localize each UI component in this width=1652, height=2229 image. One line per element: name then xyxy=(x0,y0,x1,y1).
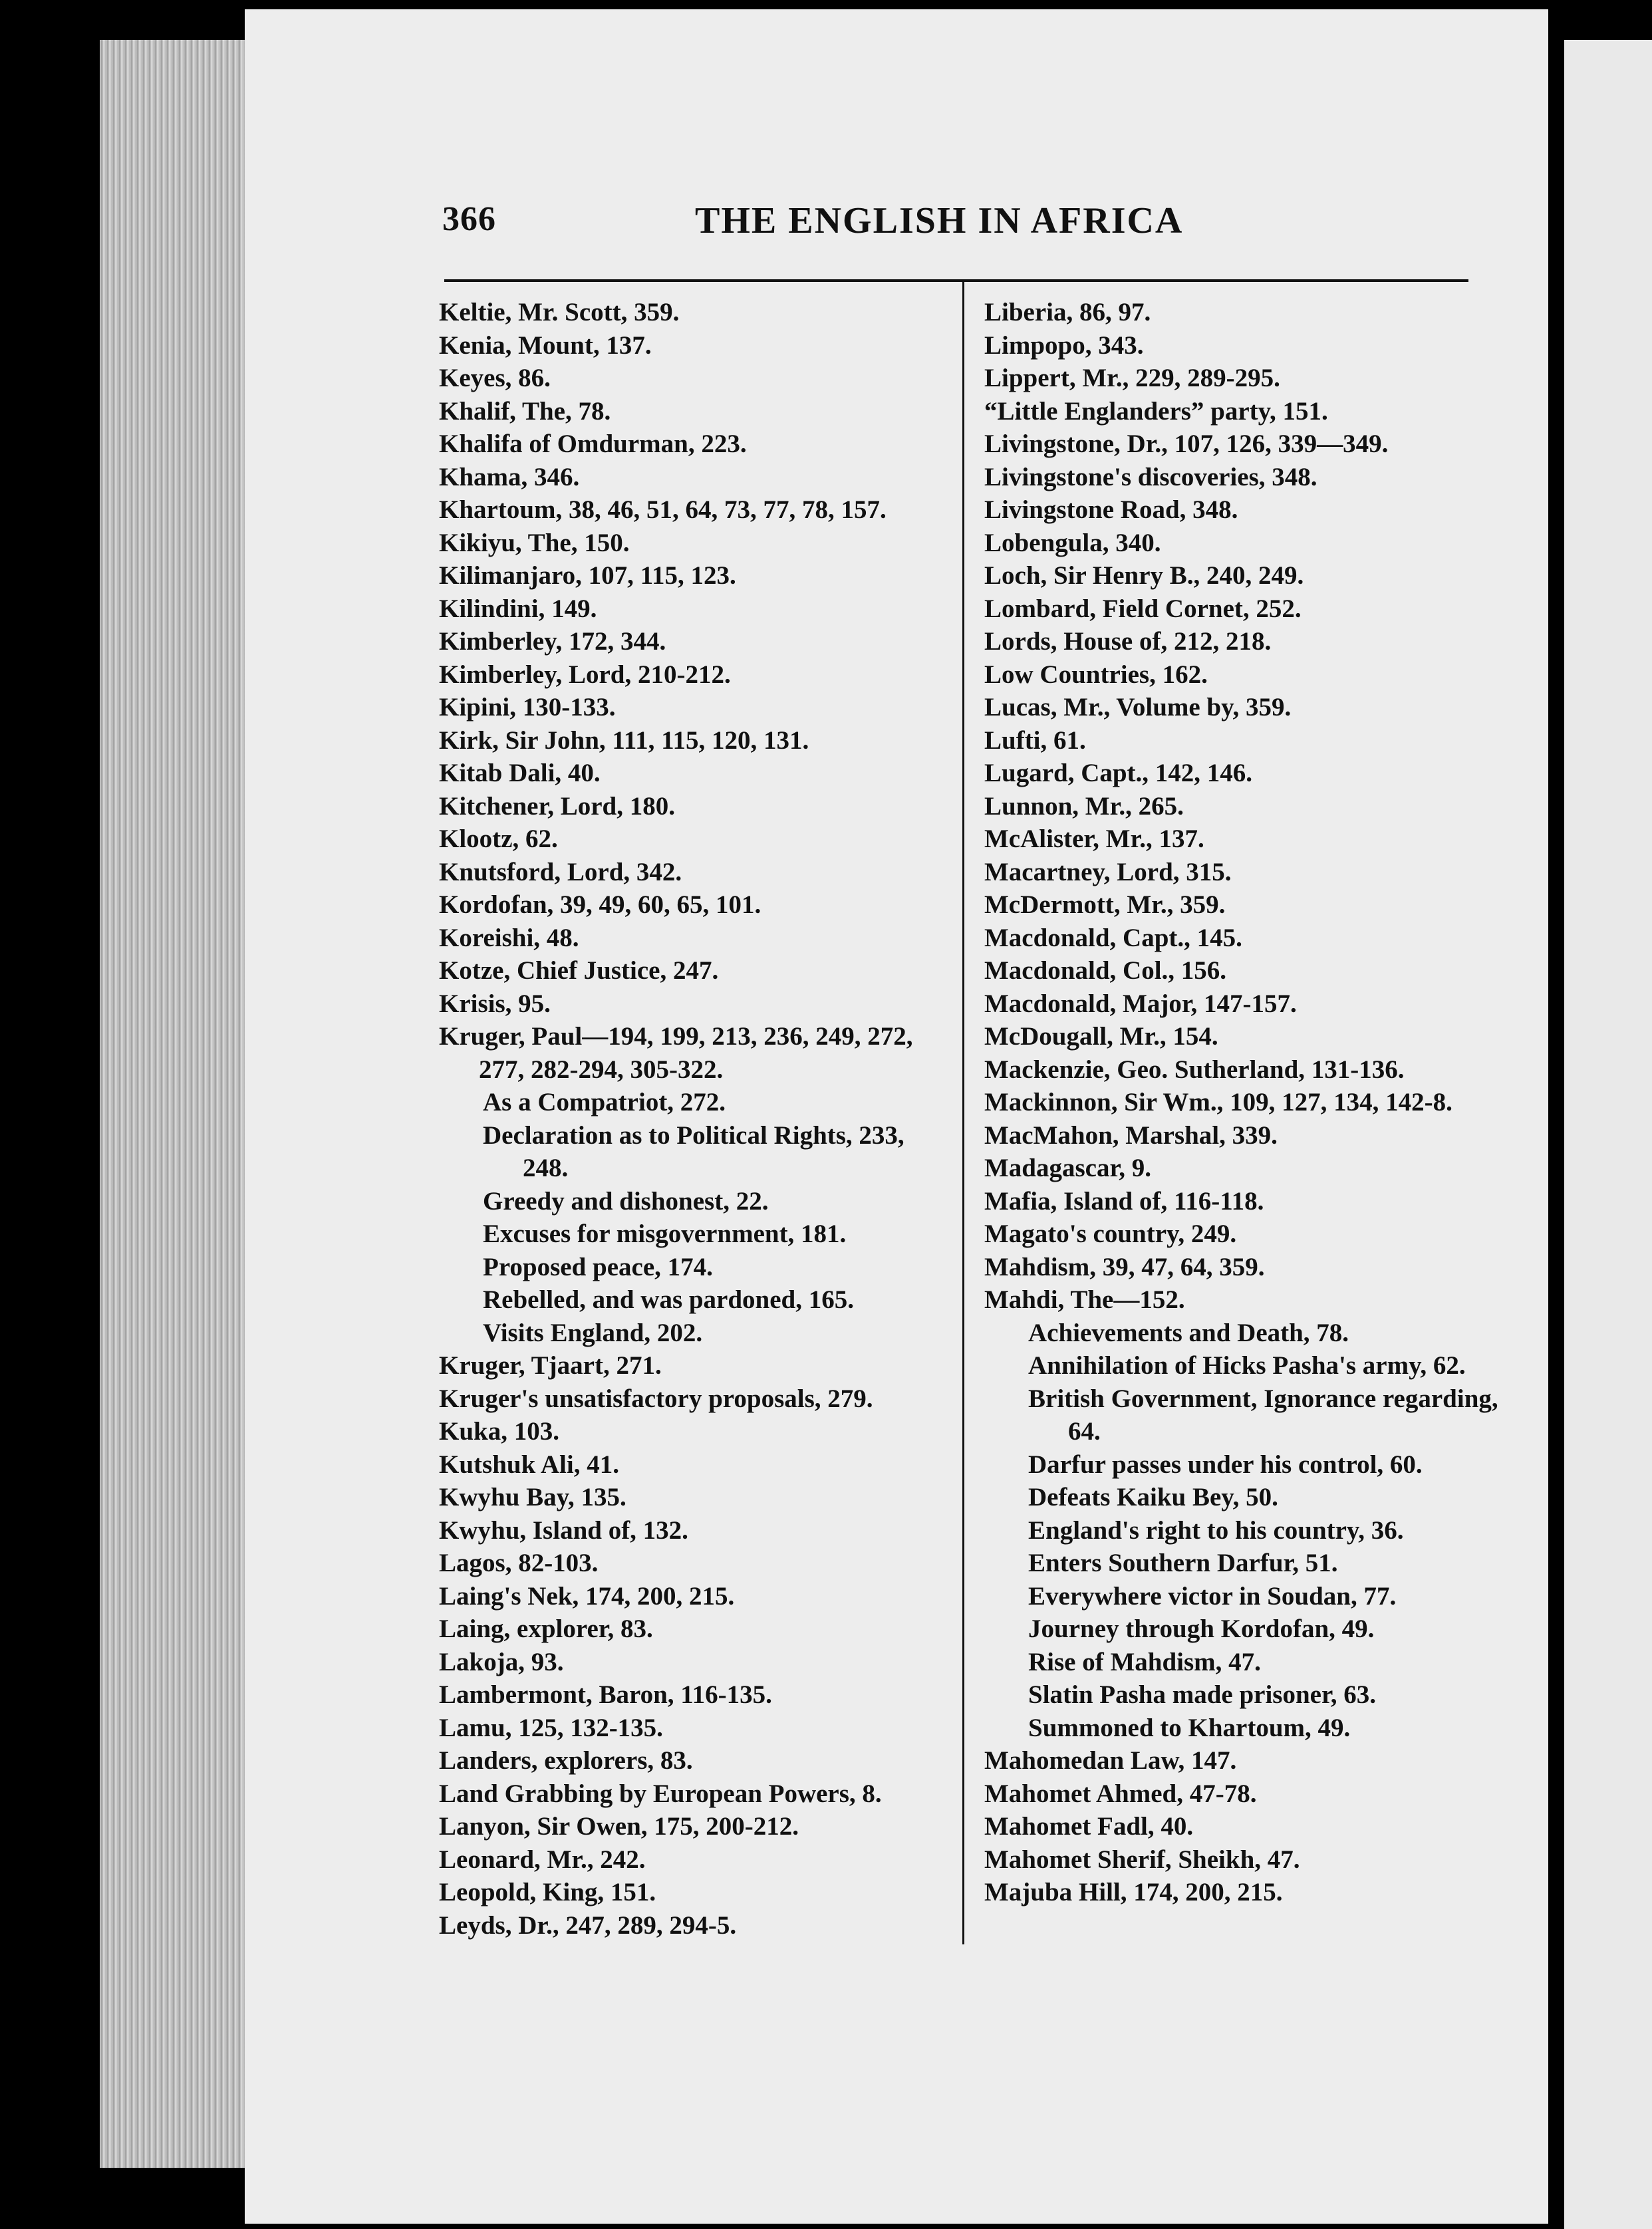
index-entry: Kruger, Paul—194, 199, 213, 236, 249, 272, 277, 282-294, 305-322. xyxy=(439,1022,913,1084)
index-column-right xyxy=(958,296,1503,1909)
index-subentry: British Government, Ignorance regarding, 64. xyxy=(1028,1384,1498,1446)
index-entry: Keyes, 86. xyxy=(439,364,551,392)
index-entry: Mahomedan Law, 147. xyxy=(984,1746,1237,1775)
index-entry: Lamu, 125, 132-135. xyxy=(439,1713,663,1742)
index-entry: Lufti, 61. xyxy=(984,725,1086,755)
index-entry: Macartney, Lord, 315. xyxy=(984,857,1232,886)
book-page-edges xyxy=(100,40,253,2168)
index-entry: Loch, Sir Henry B., 240, 249. xyxy=(984,561,1304,590)
index-entry: Land Grabbing by European Powers, 8. xyxy=(439,1779,882,1808)
page-number: 366 xyxy=(442,200,496,238)
index-subentry: Declaration as to Political Rights, 233, 248. xyxy=(483,1120,904,1182)
index-entry: Lagos, 82-103. xyxy=(439,1549,599,1577)
index-entry: Kwyhu, Island of, 132. xyxy=(439,1515,688,1545)
page-header xyxy=(442,199,1240,266)
index-entry: Low Countries, 162. xyxy=(984,660,1208,689)
index-entry: Lakoja, 93. xyxy=(439,1647,564,1676)
index-entry: Lucas, Mr., Volume by, 359. xyxy=(984,693,1292,721)
index-entry: Kitchener, Lord, 180. xyxy=(439,791,675,821)
index-entry: Kutshuk Ali, 41. xyxy=(439,1450,619,1479)
index-entry: Kikiyu, The, 150. xyxy=(439,528,630,557)
index-entry: Mahdism, 39, 47, 64, 359. xyxy=(984,1252,1265,1281)
index-entry: Lippert, Mr., 229, 289-295. xyxy=(984,364,1280,392)
index-entry: Mackinnon, Sir Wm., 109, 127, 134, 142-8. xyxy=(984,1088,1452,1116)
index-entry: Kenia, Mount, 137. xyxy=(439,330,652,360)
index-entry: Krisis, 95. xyxy=(439,989,551,1018)
index-subentry: Visits England, 202. xyxy=(483,1318,703,1347)
index-subentry: Rebelled, and was pardoned, 165. xyxy=(483,1285,854,1314)
index-entry: Kilimanjaro, 107, 115, 123. xyxy=(439,561,736,590)
index-entry: Kimberley, Lord, 210-212. xyxy=(439,660,731,689)
index-entry: Khalif, The, 78. xyxy=(439,396,611,426)
index-entry: Kotze, Chief Justice, 247. xyxy=(439,956,719,985)
index-entry: Mahomet Fadl, 40. xyxy=(984,1812,1194,1841)
index-subentry: Annihilation of Hicks Pasha's army, 62. xyxy=(1028,1351,1466,1380)
index-subentry: Defeats Kaiku Bey, 50. xyxy=(1028,1483,1278,1511)
index-entry: Kordofan, 39, 49, 60, 65, 101. xyxy=(439,890,761,919)
index-entry: Livingstone's discoveries, 348. xyxy=(984,462,1317,491)
index-entry: Keltie, Mr. Scott, 359. xyxy=(439,298,680,327)
index-entry: Koreishi, 48. xyxy=(439,923,579,952)
index-entry: McAlister, Mr., 137. xyxy=(984,825,1204,853)
index-entry: Macdonald, Capt., 145. xyxy=(984,923,1242,952)
index-entry: Mahomet Ahmed, 47-78. xyxy=(984,1779,1257,1808)
index-entry: Kimberley, 172, 344. xyxy=(439,627,666,656)
index-subentry: Darfur passes under his control, 60. xyxy=(1028,1450,1423,1479)
index-entry: Mafia, Island of, 116-118. xyxy=(984,1186,1264,1216)
index-entry: Livingstone Road, 348. xyxy=(984,495,1238,524)
index-entry: Kruger, Tjaart, 271. xyxy=(439,1351,662,1380)
index-entry: Kruger's unsatisfactory proposals, 279. xyxy=(439,1384,873,1413)
index-entry: Kuka, 103. xyxy=(439,1417,559,1446)
index-column-left xyxy=(439,296,951,1942)
index-entry: Knutsford, Lord, 342. xyxy=(439,857,682,886)
index-entry: Limpopo, 343. xyxy=(984,330,1144,360)
index-entry: Mahdi, The—152. xyxy=(984,1285,1185,1314)
index-subentry: Rise of Mahdism, 47. xyxy=(1028,1647,1261,1676)
index-entry: Leyds, Dr., 247, 289, 294-5. xyxy=(439,1910,737,1940)
index-entry: Lunnon, Mr., 265. xyxy=(984,791,1184,821)
index-entry: McDermott, Mr., 359. xyxy=(984,890,1226,919)
index-entry: Khalifa of Omdurman, 223. xyxy=(439,430,747,458)
index-subentry: Achievements and Death, 78. xyxy=(1028,1318,1349,1347)
index-entry: Mackenzie, Geo. Sutherland, 131-136. xyxy=(984,1055,1405,1084)
index-subentry: Journey through Kordofan, 49. xyxy=(1028,1615,1375,1643)
index-entry: Klootz, 62. xyxy=(439,825,558,853)
index-subentry: Slatin Pasha made prisoner, 63. xyxy=(1028,1680,1376,1709)
index-entry: Laing's Nek, 174, 200, 215. xyxy=(439,1581,735,1611)
index-entry: Livingstone, Dr., 107, 126, 339—349. xyxy=(984,430,1389,458)
index-entry: Mahomet Sherif, Sheikh, 47. xyxy=(984,1845,1300,1874)
index-entry: Macdonald, Major, 147-157. xyxy=(984,989,1297,1018)
index-subentry: Summoned to Khartoum, 49. xyxy=(1028,1713,1351,1742)
index-entry: Laing, explorer, 83. xyxy=(439,1615,653,1643)
index-entry: Kipini, 130-133. xyxy=(439,693,616,721)
index-entry: Landers, explorers, 83. xyxy=(439,1746,693,1775)
index-entry: Kirk, Sir John, 111, 115, 120, 131. xyxy=(439,725,809,755)
index-subentry: As a Compatriot, 272. xyxy=(483,1088,726,1116)
index-entry: Lords, House of, 212, 218. xyxy=(984,627,1272,656)
index-subentry: Enters Southern Darfur, 51. xyxy=(1028,1549,1338,1577)
index-entry: MacMahon, Marshal, 339. xyxy=(984,1120,1278,1150)
index-entry: Lobengula, 340. xyxy=(984,528,1161,557)
index-subentry: Excuses for misgovernment, 181. xyxy=(483,1220,847,1248)
index-entry: McDougall, Mr., 154. xyxy=(984,1022,1218,1051)
index-entry: Kitab Dali, 40. xyxy=(439,759,601,787)
index-subentry: Greedy and dishonest, 22. xyxy=(483,1186,769,1216)
facing-page-edge xyxy=(1564,40,1652,2229)
index-entry: Liberia, 86, 97. xyxy=(984,298,1151,327)
index-entry: Lombard, Field Cornet, 252. xyxy=(984,594,1302,623)
index-entry: Kwyhu Bay, 135. xyxy=(439,1483,626,1511)
index-entry: Madagascar, 9. xyxy=(984,1154,1151,1182)
index-entry: Lugard, Capt., 142, 146. xyxy=(984,759,1253,787)
index-entry: Lambermont, Baron, 116-135. xyxy=(439,1680,772,1709)
running-title: THE ENGLISH IN AFRICA xyxy=(695,200,1184,241)
index-entry: Leonard, Mr., 242. xyxy=(439,1845,646,1874)
index-entry: Lanyon, Sir Owen, 175, 200-212. xyxy=(439,1812,799,1841)
index-subentry: England's right to his country, 36. xyxy=(1028,1515,1404,1545)
index-entry: Majuba Hill, 174, 200, 215. xyxy=(984,1878,1283,1906)
index-entry: Leopold, King, 151. xyxy=(439,1878,656,1906)
index-entry: Magato's country, 249. xyxy=(984,1220,1237,1248)
index-entry: Macdonald, Col., 156. xyxy=(984,956,1227,985)
index-subentry: Proposed peace, 174. xyxy=(483,1252,713,1281)
index-entry: Kilindini, 149. xyxy=(439,594,597,623)
header-rule xyxy=(444,279,1468,282)
index-entry: Khartoum, 38, 46, 51, 64, 73, 77, 78, 157. xyxy=(439,495,887,524)
index-entry: “Little Englanders” party, 151. xyxy=(984,396,1328,426)
index-subentry: Everywhere victor in Soudan, 77. xyxy=(1028,1581,1397,1611)
index-entry: Khama, 346. xyxy=(439,462,580,491)
